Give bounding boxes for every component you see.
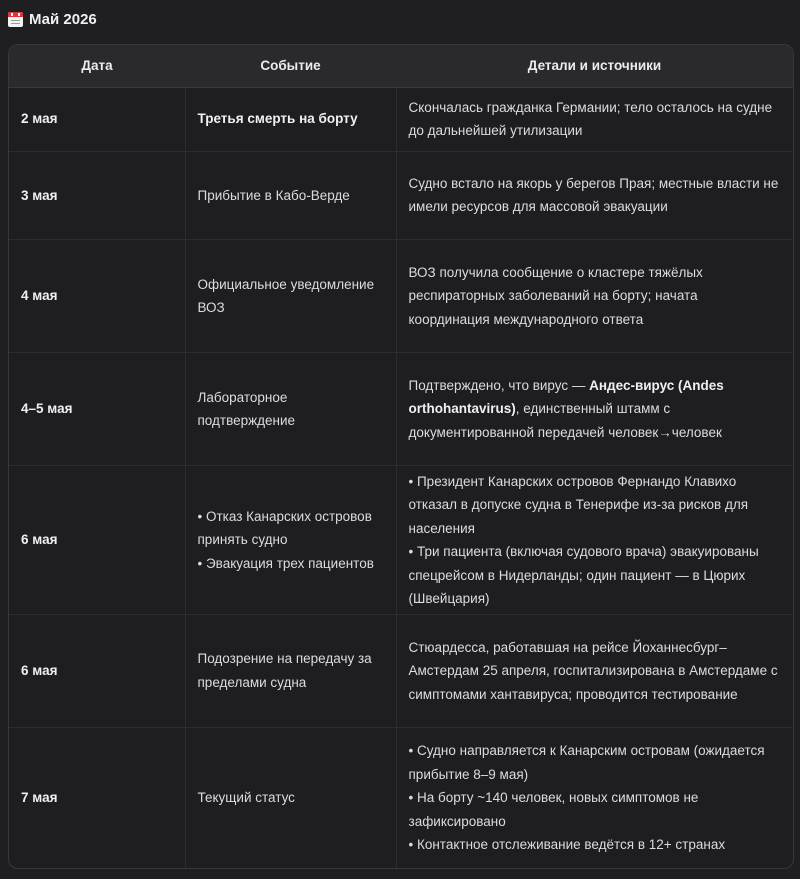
table-header-row	[9, 45, 793, 87]
row-details-line: (Швейцария)	[408, 591, 490, 607]
row-event-line: • Отказ Канарских островов	[197, 508, 372, 524]
row-event-line: Лабораторное	[197, 389, 288, 405]
row-event	[185, 87, 396, 151]
table-row	[9, 87, 793, 151]
row-details-line: зафиксировано	[408, 813, 506, 829]
row-event-line: Третья смерть на борту	[197, 111, 358, 127]
row-event	[185, 727, 396, 868]
row-date: 2 мая	[9, 87, 185, 151]
row-details-line: документированной передачей человек→человек	[408, 424, 722, 440]
row-details-line: симптомами хантавируса; проводится тестирование	[408, 686, 738, 702]
row-details-line: до дальнейшей утилизации	[408, 123, 583, 139]
row-date: 6 мая	[9, 466, 185, 615]
row-details-line: имели ресурсов для массовой эвакуации	[408, 199, 668, 215]
row-date: 7 мая	[9, 727, 185, 868]
timeline-table	[8, 44, 794, 869]
row-event	[185, 240, 396, 353]
row-details-line: • Контактное отслеживание ведётся в 12+ странах	[408, 837, 726, 853]
row-event	[185, 151, 396, 240]
virus-name-bold: orthohantavirus)	[408, 401, 516, 417]
column-header-date: Дата	[9, 45, 185, 87]
row-details-line: • На борту ~140 человек, новых симптомов не	[408, 790, 699, 806]
row-details-line: Скончалась гражданка Германии; тело осталось на судне	[408, 99, 773, 115]
row-date: 3 мая	[9, 151, 185, 240]
row-details-line: спецрейсом в Нидерланды; один пациент — в Цюрих	[408, 567, 746, 583]
row-details-line: отказал в допуске судна в Тенерифе из-за рисков для	[408, 497, 749, 513]
row-details-line: Амстердам 25 апреля, госпитализирована в Амстердаме с	[408, 663, 778, 679]
row-details-line: Судно встало на якорь у берегов Прая; местные власти не	[408, 175, 779, 191]
row-details	[396, 727, 793, 868]
row-date: 4 мая	[9, 240, 185, 353]
table-row	[9, 727, 793, 868]
table-row	[9, 151, 793, 240]
column-header-details: Детали и источники	[396, 45, 793, 87]
row-details-line: ВОЗ получила сообщение о кластере тяжёлых	[408, 264, 703, 280]
row-event-line: Подозрение на передачу за	[197, 651, 372, 667]
section-title: Май 2026	[29, 10, 97, 28]
row-date: 6 мая	[9, 614, 185, 727]
row-details	[396, 87, 793, 151]
row-event-line: • Эвакуация трех пациентов	[197, 555, 374, 571]
row-details-line: • Судно направляется к Канарским островам (ожидается	[408, 743, 765, 759]
row-event	[185, 614, 396, 727]
section-heading	[8, 8, 97, 30]
row-details-prefix: Подтверждено, что вирус —	[408, 377, 590, 393]
column-header-event: Событие	[185, 45, 396, 87]
row-details-line: • Три пациента (включая судового врача) эвакуированы	[408, 544, 759, 560]
row-details-line: координация международного ответа	[408, 311, 644, 327]
row-details	[396, 614, 793, 727]
row-event-line: ВОЗ	[197, 300, 225, 316]
row-details-line: • Президент Канарских островов Фернандо Клавихо	[408, 473, 737, 489]
row-details-line: Стюардесса, работавшая на рейсе Йоханнесбург–	[408, 639, 727, 655]
calendar-icon	[8, 12, 23, 27]
table-row	[9, 466, 793, 615]
row-event-line: подтверждение	[197, 413, 296, 429]
row-details	[396, 151, 793, 240]
row-event	[185, 353, 396, 466]
row-details-line: прибытие 8–9 мая)	[408, 766, 529, 782]
table-row	[9, 614, 793, 727]
row-event-line: пределами судна	[197, 674, 307, 690]
row-details	[396, 466, 793, 615]
row-details	[396, 240, 793, 353]
virus-name-bold: Андес-вирус (Andes	[589, 377, 724, 393]
row-event	[185, 466, 396, 615]
row-event-line: Официальное уведомление	[197, 276, 375, 292]
row-date: 4–5 мая	[9, 353, 185, 466]
row-event-line: принять судно	[197, 532, 288, 548]
row-details-suffix: , единственный штамм с	[515, 401, 671, 417]
row-event-line: Текущий статус	[197, 790, 295, 806]
row-event-line: Прибытие в Кабо-Верде	[197, 187, 350, 203]
table-row	[9, 240, 793, 353]
row-details	[396, 353, 793, 466]
table-row	[9, 353, 793, 466]
row-details-line: населения	[408, 520, 475, 536]
row-details-line: респираторных заболеваний на борту; начата	[408, 288, 698, 304]
